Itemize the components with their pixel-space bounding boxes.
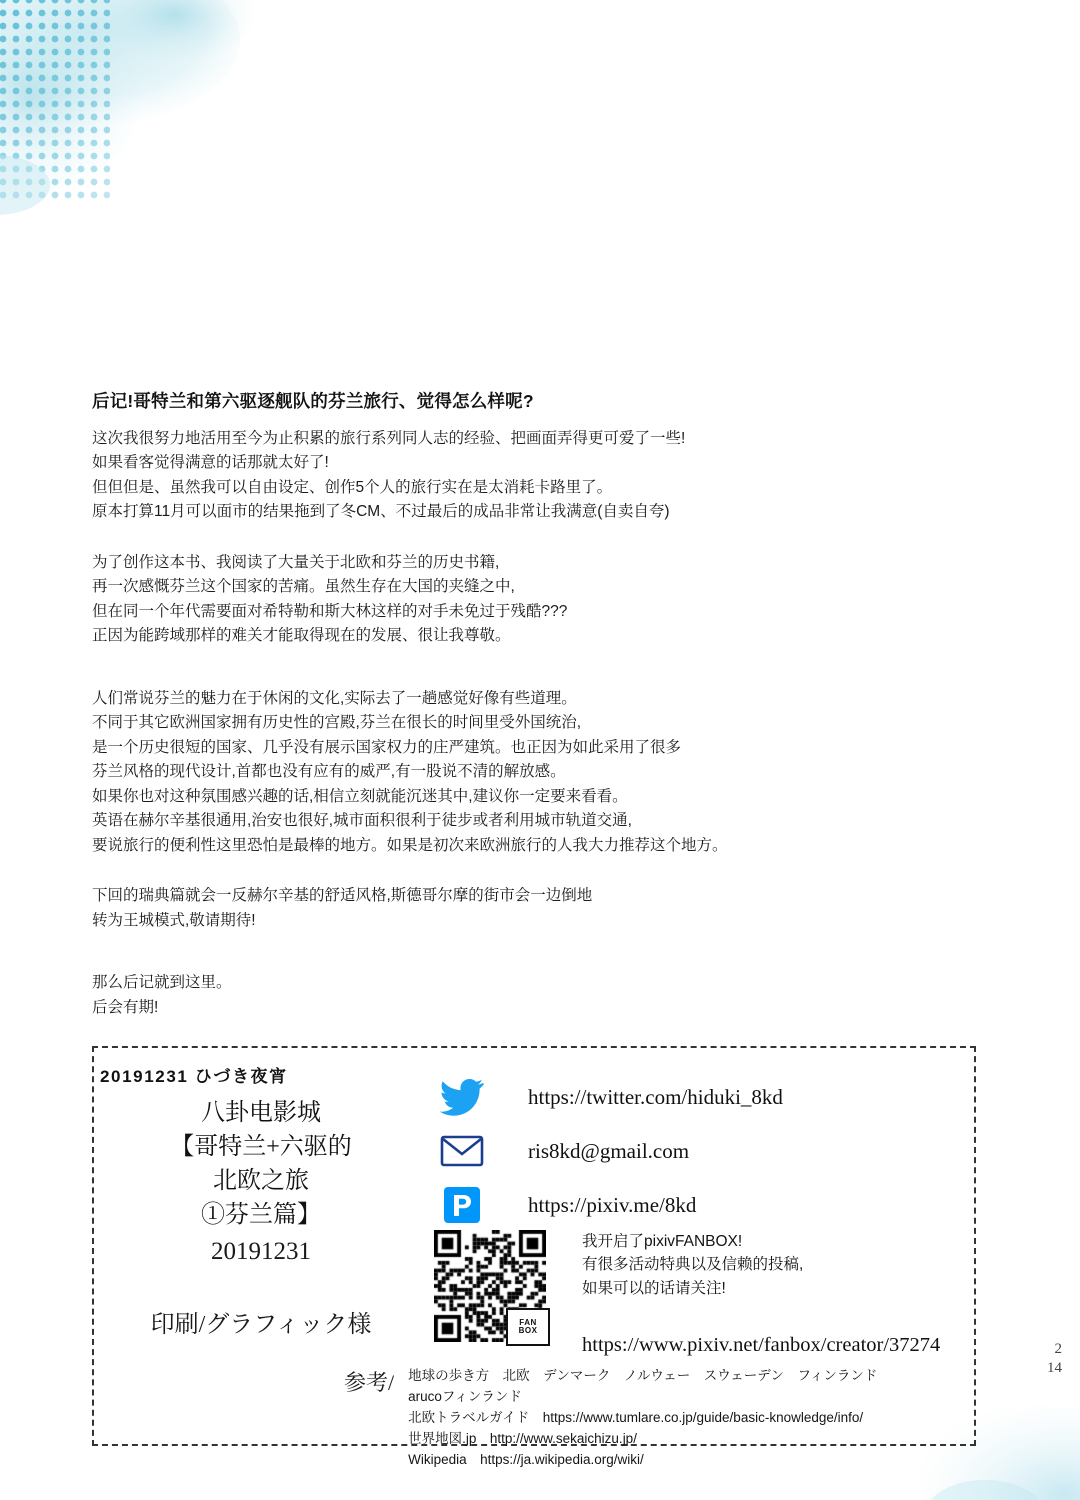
afterword-section [92, 388, 922, 1087]
afterword-signature: 20191231 ひづき夜宵 [100, 1067, 288, 1087]
reference-item: 地球の歩き方 北欧 デンマーク ノルウェー スウェーデン フィンランド [408, 1368, 878, 1383]
twitter-url[interactable]: https://twitter.com/hiduki_8kd [528, 1084, 783, 1109]
fanbox-block [434, 1230, 974, 1342]
fanbox-badge-line-1: FAN [519, 1317, 537, 1327]
printer-credit: 印刷/グラフィック様 [150, 1311, 372, 1338]
reference-item: arucoフィンランド [408, 1388, 522, 1404]
references-block [344, 1366, 877, 1471]
contact-row-twitter[interactable] [434, 1070, 954, 1124]
email-address[interactable]: ris8kd@gmail.com [528, 1138, 690, 1163]
references-label: 参考/ [344, 1370, 395, 1395]
afterword-title: 后记!哥特兰和第六驱逐舰队的芬兰旅行、觉得怎么样呢? [92, 391, 534, 411]
fanbox-badge [506, 1308, 550, 1346]
mail-icon [434, 1134, 490, 1168]
publish-date: 20191231 [211, 1238, 311, 1266]
afterword-paragraph-2: 为了创作这本书、我阅读了大量关于北欧和芬兰的历史书籍, 再一次感慨芬兰这个国家的苦痛。虽然生存在大国的夹缝之中, 但在同一个年代需要面对希特勒和斯大林这样的对手未免过于残酷??? 正因为能跨域那样的难关才能取得现在的发展、很让我尊敬。 [92, 553, 568, 645]
reference-item: 世界地図.jp http://www.sekaichizu.jp/ [408, 1430, 637, 1446]
page-number-line-2: 14 [1047, 1359, 1062, 1376]
contact-row-mail[interactable] [434, 1124, 954, 1178]
colophon-title-block [116, 1096, 406, 1342]
page-number-line-1: 2 [1054, 1341, 1062, 1357]
pixiv-icon [434, 1185, 490, 1225]
book-title-line-3: ①芬兰篇】 [201, 1202, 321, 1229]
twitter-icon [434, 1078, 490, 1116]
book-title-line-2: 北欧之旅 [213, 1168, 309, 1195]
colophon-box [92, 1046, 976, 1467]
book-title-line-1: 【哥特兰+六驱的 [170, 1134, 352, 1161]
afterword-paragraph-3: 人们常说芬兰的魅力在于休闲的文化,实际去了一趟感觉好像有些道理。 不同于其它欧洲国家拥有历史性的宫殿,芬兰在很长的时间里受外国统治, 是一个历史很短的国家、几乎没有展示国家权力的庄严建筑。也正因为如此采用了很多 芬兰风格的现代设计,首都也没有应有的威严,有一股说不清的解放感。 如果你也对这种氛围感兴趣的话,相信立刻就能沉迷其中,建议你一定要来看看。 英语在赫尔辛基很通用,治安也很好,城市面积很利于徒步或者利用城市轨道交通, 要说旅行的便利性这里恐怕是最棒的地方。如果是初次来欧洲旅行的人我大力推荐这个地方。 [92, 689, 728, 854]
afterword-paragraph-4: 下回的瑞典篇就会一反赫尔辛基的舒适风格,斯德哥尔摩的街市会一边倒地 转为王城模式,敬请期待! [92, 887, 593, 929]
reference-item: Wikipedia https://ja.wikipedia.org/wiki/ [408, 1451, 644, 1467]
fanbox-url[interactable]: https://www.pixiv.net/fanbox/creator/37274 [582, 1334, 941, 1356]
reference-item: 北欧トラベルガイド https://www.tumlare.co.jp/guide/basic-knowledge/info/ [408, 1409, 864, 1425]
pixiv-url[interactable]: https://pixiv.me/8kd [528, 1192, 697, 1217]
references-list [408, 1366, 877, 1471]
page-number [1047, 1340, 1062, 1378]
qr-code-wrapper [434, 1230, 552, 1342]
fanbox-description: 我开启了pixivFANBOX! 有很多活动特典以及信赖的投稿, 如果可以的话请关注! [582, 1233, 804, 1297]
decorative-corner-top-left [0, 0, 300, 240]
afterword-paragraph-5: 那么后记就到这里。 后会有期! [92, 974, 232, 1016]
circle-name: 八卦电影城 [201, 1100, 321, 1126]
contact-list [434, 1070, 954, 1232]
afterword-paragraph-1: 这次我很努力地活用至今为止积累的旅行系列同人志的经验、把画面弄得更可爱了一些! 如果看客觉得满意的话那就太好了! 但但但是、虽然我可以自由设定、创作5个人的旅行实在是太消耗卡路里了。 原本打算11月可以面市的结果拖到了冬CM、不过最后的成品非常让我满意(自卖自夸) [92, 430, 686, 521]
fanbox-badge-line-2: BOX [518, 1326, 538, 1335]
contact-row-pixiv[interactable] [434, 1178, 954, 1232]
